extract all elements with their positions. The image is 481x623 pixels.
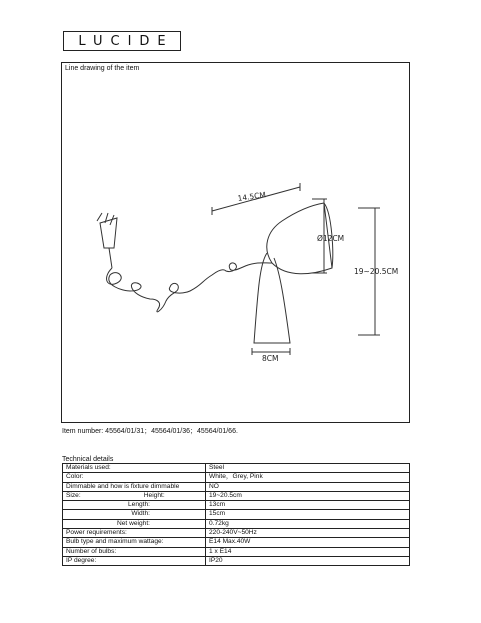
- spec-row: [63, 538, 410, 547]
- label-height: 19~20.5CM: [354, 267, 399, 276]
- spec-sublabel: Width:: [131, 510, 150, 518]
- spec-label-text: Number of bulbs:: [66, 547, 117, 555]
- spec-label: [63, 473, 206, 482]
- spec-sublabel: Length:: [128, 501, 150, 509]
- spec-label: [63, 491, 206, 500]
- spec-row: [63, 556, 410, 565]
- spec-sublabel: Net weight:: [117, 519, 150, 527]
- spec-row: [63, 547, 410, 556]
- spec-value: White，Grey, Pink: [206, 473, 410, 482]
- spec-row: [63, 491, 410, 500]
- spec-value: 13cm: [206, 501, 410, 510]
- spec-value: 19~20.5cm: [206, 491, 410, 500]
- spec-label: [63, 547, 206, 556]
- lamp-line-drawing: [62, 63, 411, 424]
- technical-details-title: Technical details: [62, 456, 114, 463]
- technical-details-table: [62, 463, 410, 566]
- spec-label-text: Power requirements:: [66, 529, 127, 537]
- item-number: Item number: 45564/01/31；45564/01/36；45564/01/66.: [62, 428, 238, 435]
- spec-value: IP20: [206, 556, 410, 565]
- plug-body: [100, 218, 117, 248]
- spec-label: [63, 510, 206, 519]
- spec-row: [63, 473, 410, 482]
- spec-label-text: Materials used:: [66, 464, 111, 471]
- spec-value: Steel: [206, 464, 410, 473]
- spec-row: [63, 501, 410, 510]
- spec-label-text: Dimmable and how is fixture dimmable: [66, 482, 180, 490]
- spec-value: 15cm: [206, 510, 410, 519]
- line-drawing-panel: [61, 62, 410, 423]
- spec-row: [63, 510, 410, 519]
- spec-label-text: IP degree:: [66, 556, 97, 564]
- spec-row: [63, 519, 410, 528]
- brand-logo: LUCIDE: [63, 31, 181, 51]
- spec-row: [63, 529, 410, 538]
- spec-value: NO: [206, 482, 410, 491]
- spec-sublabel: Height:: [143, 491, 165, 499]
- spec-value: E14 Max.40W: [206, 538, 410, 547]
- spec-value: 0.72kg: [206, 519, 410, 528]
- spec-label-text: Size:: [66, 491, 81, 499]
- spec-label-text: Color:: [66, 473, 84, 481]
- spec-label: [63, 501, 206, 510]
- lamp-stand: [254, 253, 290, 343]
- spec-label: [63, 519, 206, 528]
- label-diameter: Ø12CM: [317, 234, 345, 243]
- drawing-title: Line drawing of the item: [65, 65, 140, 72]
- spec-label: [63, 529, 206, 538]
- spec-row: [63, 464, 410, 473]
- spec-label: [63, 482, 206, 491]
- spec-label: [63, 556, 206, 565]
- cord-loops: [107, 263, 272, 312]
- spec-value: 1 x E14: [206, 547, 410, 556]
- spec-label-text: Bulb type and maximum wattage:: [66, 538, 164, 546]
- plug-cord: [109, 248, 112, 268]
- spec-row: [63, 482, 410, 491]
- spec-label: [63, 464, 206, 473]
- spec-label: [63, 538, 206, 547]
- label-length: 14.5CM: [237, 190, 267, 203]
- label-base: 8CM: [262, 354, 279, 363]
- spec-value: 220-240V~50Hz: [206, 529, 410, 538]
